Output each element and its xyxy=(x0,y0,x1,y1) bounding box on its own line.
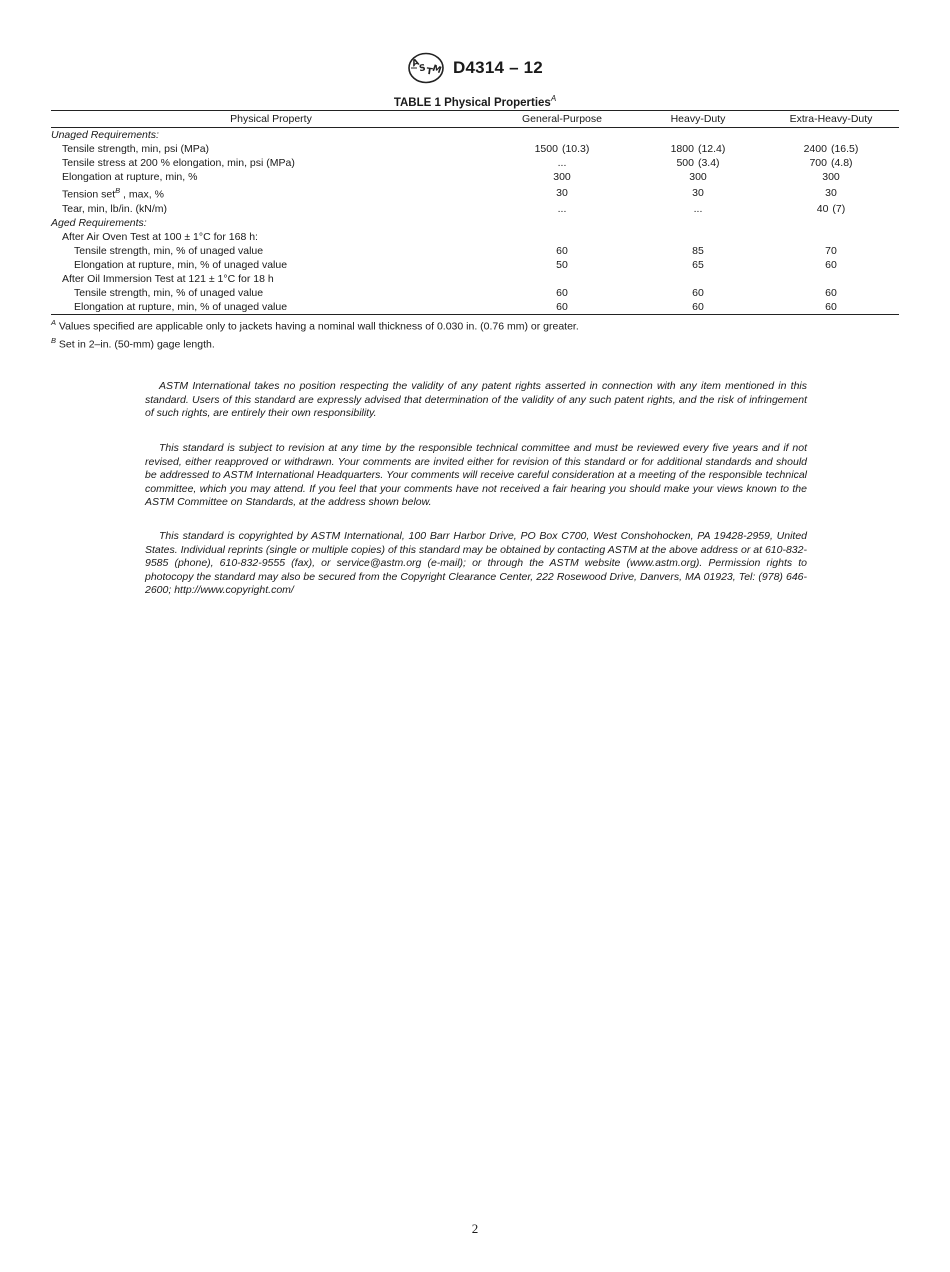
property-label: Tensile stress at 200 % elongation, min, psi (MPa) xyxy=(62,157,295,169)
value xyxy=(671,142,726,156)
footnote-mark: A xyxy=(51,318,57,327)
table-title-text: TABLE 1 Physical Properties xyxy=(393,96,551,109)
footnote-mark: B xyxy=(51,335,57,345)
extra-heavy-duty-cell xyxy=(763,184,899,202)
property-label-suffix: , max, % xyxy=(120,188,164,201)
value xyxy=(556,286,568,300)
footnote xyxy=(51,316,579,334)
value-main: 40 xyxy=(816,202,829,215)
general-purpose-cell xyxy=(491,258,633,272)
heavy-duty-cell xyxy=(633,202,763,216)
property-cell xyxy=(51,300,491,315)
copyright-notice-paragraph: This standard is copyrighted by ASTM International, 100 Barr Harbor Drive, PO Box C700, West Conshohocken, PA 19428-2959, United States. Individual reprints (single or multiple copies) of this standard may be obtained by contacting ASTM at the above address or at 610-832-9585 (phone), 610-832-9555 (fax), or service@astm.org (e-mail); or through the ASTM website (www.astm.org). Permission rights to photocopy the standard may also be secured from the Copyright Clearance Center, 222 Rosewood Drive, Danvers, MA 01923, Tel: (978) 646-2600; http://www.copyright.com/ xyxy=(145,530,807,596)
table-row xyxy=(51,244,899,258)
value-main: 50 xyxy=(556,258,568,271)
table-title xyxy=(0,94,950,109)
value xyxy=(692,300,704,314)
value-main: 60 xyxy=(825,300,837,313)
value xyxy=(692,244,704,258)
table-row xyxy=(51,230,899,244)
general-purpose-cell xyxy=(491,128,633,143)
property-cell xyxy=(51,156,491,170)
value xyxy=(692,286,704,300)
value xyxy=(558,202,567,216)
value xyxy=(676,156,719,170)
property-cell xyxy=(51,244,491,258)
column-header: Extra-Heavy-Duty xyxy=(763,111,899,128)
svg-text:T: T xyxy=(425,66,434,78)
table-row xyxy=(51,142,899,156)
property-label: Tensile strength, min, % of unaged value xyxy=(74,286,264,299)
value-main: 60 xyxy=(556,286,568,299)
value-main: 85 xyxy=(692,244,704,257)
property-cell xyxy=(51,184,491,202)
heavy-duty-cell xyxy=(633,142,763,156)
heavy-duty-cell xyxy=(633,244,763,258)
astm-logo-icon xyxy=(407,52,445,84)
table-row xyxy=(51,300,899,315)
value xyxy=(817,202,846,216)
general-purpose-cell xyxy=(491,244,633,258)
table-row xyxy=(51,272,899,286)
value xyxy=(822,170,840,184)
value-main: ... xyxy=(693,202,703,215)
value xyxy=(825,300,837,314)
extra-heavy-duty-cell xyxy=(763,156,899,170)
property-label: Elongation at rupture, min, % of unaged value xyxy=(74,258,288,271)
property-cell xyxy=(51,286,491,300)
heavy-duty-cell xyxy=(633,184,763,202)
general-purpose-cell xyxy=(491,184,633,202)
extra-heavy-duty-cell xyxy=(763,128,899,143)
table-footnotes xyxy=(51,316,579,351)
general-purpose-cell xyxy=(491,230,633,244)
property-label: Tensile strength, min, psi (MPa) xyxy=(62,143,210,155)
value xyxy=(692,258,704,272)
page-header xyxy=(0,52,950,84)
value xyxy=(804,142,859,156)
property-label: Tension set xyxy=(62,188,116,201)
property-label: After Oil Immersion Test at 121 ± 1°C for 18 h xyxy=(62,272,274,285)
value-main: 300 xyxy=(689,171,707,183)
general-purpose-cell xyxy=(491,170,633,184)
table-row xyxy=(51,128,899,143)
table-row xyxy=(51,170,899,184)
general-purpose-cell xyxy=(491,202,633,216)
property-cell xyxy=(51,258,491,272)
value-main: 60 xyxy=(556,244,568,257)
heavy-duty-cell xyxy=(633,286,763,300)
svg-text:M: M xyxy=(430,63,443,77)
heavy-duty-cell xyxy=(633,300,763,315)
heavy-duty-cell xyxy=(633,258,763,272)
value xyxy=(692,186,704,200)
value-main: 70 xyxy=(825,244,837,257)
value-si: (10.3) xyxy=(561,143,590,155)
table-row xyxy=(51,286,899,300)
value-main: 2400 xyxy=(803,143,827,155)
value-si: (12.4) xyxy=(697,143,726,155)
extra-heavy-duty-cell xyxy=(763,142,899,156)
value xyxy=(553,170,571,184)
value-si: (7) xyxy=(832,202,846,215)
general-purpose-cell xyxy=(491,272,633,286)
value xyxy=(825,186,837,200)
heavy-duty-cell xyxy=(633,216,763,230)
extra-heavy-duty-cell xyxy=(763,216,899,230)
heavy-duty-cell xyxy=(633,156,763,170)
column-header: Heavy-Duty xyxy=(633,111,763,128)
general-purpose-cell xyxy=(491,300,633,315)
value-main: 1800 xyxy=(670,143,694,155)
property-cell xyxy=(51,272,491,286)
general-purpose-cell xyxy=(491,286,633,300)
value-main: 60 xyxy=(692,286,704,299)
extra-heavy-duty-cell xyxy=(763,202,899,216)
value xyxy=(556,300,568,314)
property-label: After Air Oven Test at 100 ± 1°C for 168 h: xyxy=(62,230,258,243)
column-header: General-Purpose xyxy=(491,111,633,128)
property-label: Elongation at rupture, min, % of unaged value xyxy=(74,300,288,313)
value-main: ... xyxy=(557,202,567,215)
property-cell xyxy=(51,128,491,143)
value xyxy=(825,258,837,272)
property-cell xyxy=(51,216,491,230)
extra-heavy-duty-cell xyxy=(763,230,899,244)
heavy-duty-cell xyxy=(633,230,763,244)
value-main: 700 xyxy=(809,157,827,169)
value xyxy=(535,142,590,156)
heavy-duty-cell xyxy=(633,170,763,184)
value xyxy=(556,244,568,258)
table-row xyxy=(51,216,899,230)
table-body xyxy=(51,128,899,315)
value-main: 65 xyxy=(692,258,704,271)
value xyxy=(558,156,567,170)
value-main: 60 xyxy=(692,300,704,313)
property-cell xyxy=(51,202,491,216)
value-main: 60 xyxy=(825,258,837,271)
column-header: Physical Property xyxy=(51,111,491,128)
property-label: Aged Requirements: xyxy=(51,216,147,229)
svg-text:A: A xyxy=(410,57,421,70)
value xyxy=(825,244,837,258)
svg-text:S: S xyxy=(418,63,427,75)
value xyxy=(809,156,852,170)
value-main: 30 xyxy=(692,186,704,199)
heavy-duty-cell xyxy=(633,272,763,286)
value-main: 500 xyxy=(676,157,694,169)
page-number: 2 xyxy=(471,1221,479,1236)
value-main: 60 xyxy=(556,300,568,313)
value xyxy=(556,186,568,200)
value-si: (16.5) xyxy=(830,143,859,155)
extra-heavy-duty-cell xyxy=(763,272,899,286)
extra-heavy-duty-cell xyxy=(763,170,899,184)
table-row xyxy=(51,258,899,272)
extra-heavy-duty-cell xyxy=(763,244,899,258)
table-row xyxy=(51,156,899,170)
extra-heavy-duty-cell xyxy=(763,286,899,300)
property-label: Tear, min, lb/in. (kN/m) xyxy=(62,202,168,215)
property-cell xyxy=(51,142,491,156)
extra-heavy-duty-cell xyxy=(763,300,899,315)
property-label: Tensile strength, min, % of unaged value xyxy=(74,244,264,257)
general-purpose-cell xyxy=(491,142,633,156)
revision-notice-paragraph: This standard is subject to revision at any time by the responsible technical committee and must be reviewed every five years and if not revised, either reapproved or withdrawn. Your comments are invited either for revision of this standard or for additional standards and should be addressed to ASTM International Headquarters. Your comments will receive careful consideration at a meeting of the responsible technical committee, which you may attend. If you feel that your comments have not received a fair hearing you should make your views known to the ASTM Committee on Standards, at the address shown below. xyxy=(145,442,807,508)
value xyxy=(689,170,707,184)
value xyxy=(694,202,703,216)
physical-properties-table xyxy=(51,110,899,315)
table-row xyxy=(51,202,899,216)
value xyxy=(556,258,568,272)
document-id: D4314 – 12 xyxy=(453,58,543,77)
value-si: (4.8) xyxy=(830,157,853,169)
table-row xyxy=(51,184,899,202)
property-cell xyxy=(51,170,491,184)
table-header-row xyxy=(51,111,899,128)
general-purpose-cell xyxy=(491,156,633,170)
value xyxy=(825,286,837,300)
footnote-text: Values specified are applicable only to jackets having a nominal wall thickness of 0.030 in. (0.76 mm) or greater. xyxy=(56,320,579,333)
general-purpose-cell xyxy=(491,216,633,230)
value-main: 300 xyxy=(553,171,571,183)
table-title-footnote-mark: A xyxy=(550,94,557,103)
value-main: 60 xyxy=(825,286,837,299)
value-main: 300 xyxy=(822,171,840,183)
value-main: 1500 xyxy=(534,143,558,155)
value-main: 30 xyxy=(556,186,568,199)
value-si: (3.4) xyxy=(697,157,720,169)
value-main: ... xyxy=(557,157,567,169)
property-label: Elongation at rupture, min, % xyxy=(62,171,198,183)
footnote-mark: B xyxy=(115,186,121,195)
footnote-text: Set in 2–in. (50-mm) gage length. xyxy=(56,338,215,350)
patent-notice-paragraph: ASTM International takes no position respecting the validity of any patent rights asserted in connection with any item mentioned in this standard. Users of this standard are expressly advised that determination of the validity of any such patent rights, and the risk of infringement of such rights, are entirely their own responsibility. xyxy=(145,380,807,419)
extra-heavy-duty-cell xyxy=(763,258,899,272)
heavy-duty-cell xyxy=(633,128,763,143)
property-label: Unaged Requirements: xyxy=(51,129,159,141)
footnote xyxy=(51,334,579,352)
value-main: 30 xyxy=(825,186,837,199)
property-cell xyxy=(51,230,491,244)
